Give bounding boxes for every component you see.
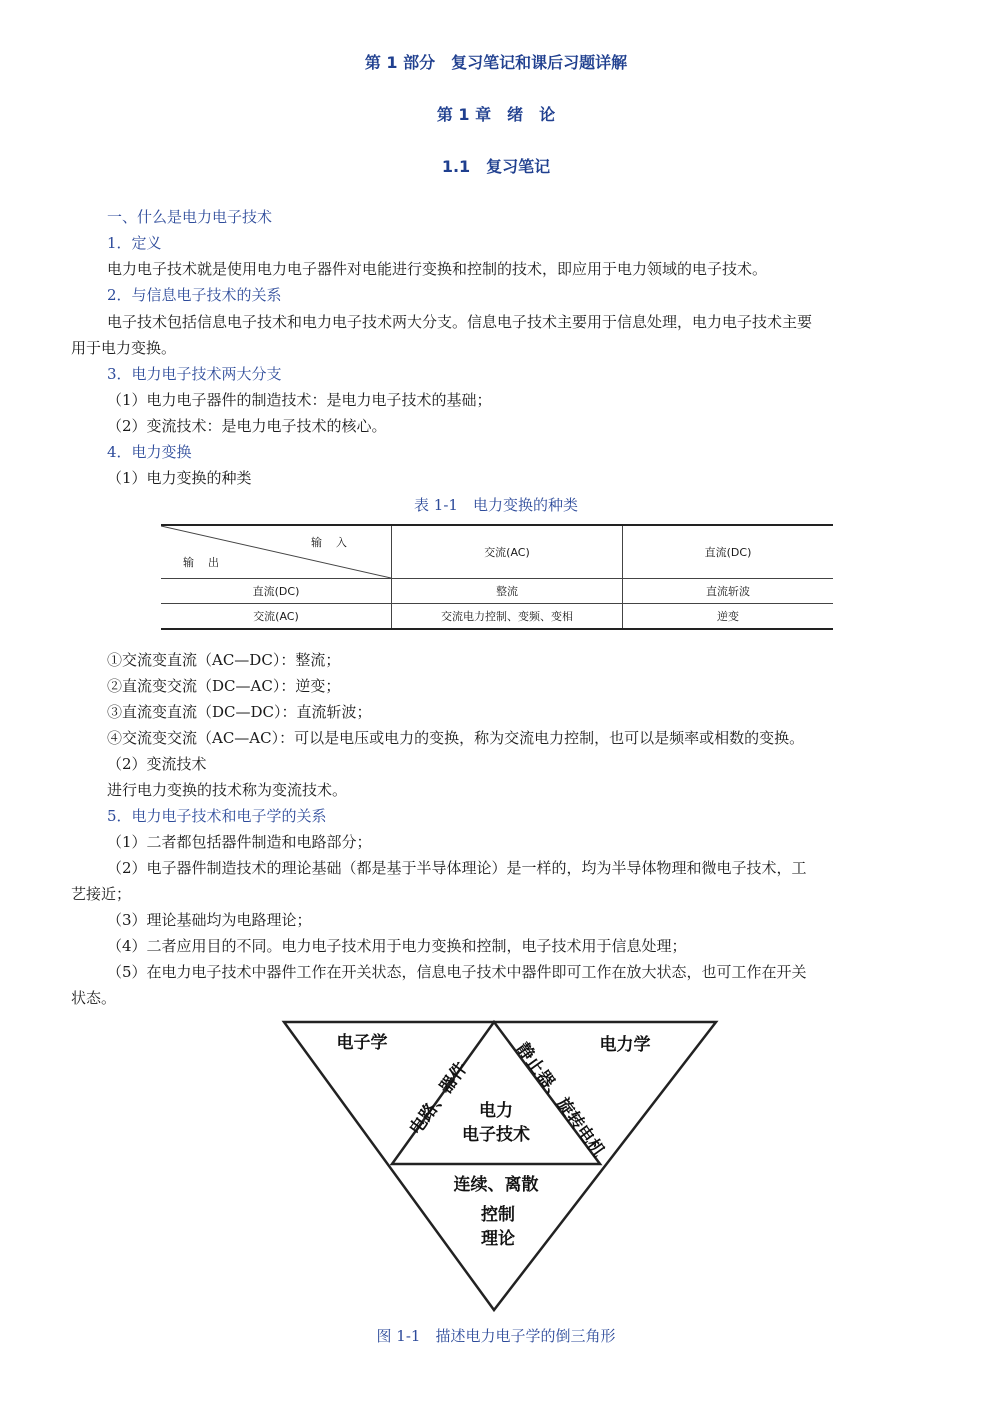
figure-caption: 图 1-1 描述电力电子学的倒三角形 (376, 1327, 616, 1345)
table-cell: 整流 (392, 579, 623, 604)
list-item: （1）电力电子器件的制造技术：是电力电子技术的基础； (107, 391, 492, 409)
list-item: （2）变流技术：是电力电子技术的核心。 (107, 417, 387, 435)
col-header: 直流(DC) (623, 525, 834, 579)
subheading-relation-info: 2．与信息电子技术的关系 (107, 286, 282, 304)
corner-output-label: 输出 (183, 556, 233, 569)
col-header: 交流(AC) (392, 525, 623, 579)
list-item: ②直流变交流（DC—AC）：逆变； (107, 677, 341, 695)
list-item: （2）电子器件制造技术的理论基础（都是基于半导体理论）是一样的，均为半导体物理和微电子技术，工 (107, 859, 807, 877)
subheading-branches: 3．电力电子技术两大分支 (107, 365, 282, 383)
part-title: 第 1 部分 复习笔记和课后习题详解 (364, 53, 628, 72)
list-item: （3）理论基础均为电路理论； (107, 911, 312, 929)
paragraph-line: 艺接近； (71, 885, 132, 903)
list-item: （1）电力变换的种类 (107, 469, 252, 487)
list-item: （1）二者都包括器件制造和电路部分； (107, 833, 372, 851)
list-item: ③直流变直流（DC—DC）：直流斩波； (107, 703, 372, 721)
bottom-label-line2: 控制 (481, 1205, 515, 1225)
table-caption: 表 1-1 电力变换的种类 (414, 496, 578, 514)
table-cell: 交流电力控制、变频、变相 (392, 604, 623, 630)
outer-triangle (284, 1022, 716, 1310)
inverted-triangle-diagram (280, 1018, 720, 1318)
bottom-label-line1: 连续、离散 (453, 1175, 539, 1195)
paragraph-line: 电子技术包括信息电子技术和电力电子技术两大分支。信息电子技术主要用于信息处理，电力电子技术主要 (107, 313, 813, 331)
left-corner-label: 电子学 (336, 1033, 388, 1053)
chapter-title: 第 1 章 绪 论 (436, 105, 556, 124)
table-cell: 逆变 (623, 604, 834, 630)
subheading-definition: 1．定义 (107, 234, 162, 252)
list-item: （2）变流技术 (107, 755, 207, 773)
conversion-table (161, 524, 833, 630)
row-label: 直流(DC) (161, 579, 392, 604)
paragraph-line: 电力电子技术就是使用电力电子器件对电能进行变换和控制的技术，即应用于电力领域的电子技术。 (107, 260, 768, 278)
table-corner-cell (161, 525, 392, 579)
left-edge-label: 电路、器件 (405, 1058, 473, 1139)
right-edge-label: 静止器、旋转电机 (511, 1039, 609, 1161)
section-title: 1.1 复习笔记 (441, 157, 551, 176)
list-item: （5）在电力电子技术中器件工作在开关状态，信息电子技术中器件即可工作在放大状态，也可工作在开关 (107, 963, 807, 981)
table-cell: 直流斩波 (623, 579, 834, 604)
bottom-label-line3: 理论 (481, 1229, 515, 1249)
center-label-line2: 电子技术 (462, 1125, 530, 1145)
paragraph-line: 状态。 (71, 989, 117, 1007)
list-item: ①交流变直流（AC—DC）：整流； (107, 651, 341, 669)
row-label: 交流(AC) (161, 604, 392, 630)
list-item: ④交流变交流（AC—AC）：可以是电压或电力的变换，称为交流电力控制，也可以是频率或相数的变换。 (107, 729, 805, 747)
heading-what-is: 一、什么是电力电子技术 (107, 208, 273, 226)
paragraph-line: 进行电力变换的技术称为变流技术。 (107, 781, 348, 799)
center-label-line1: 电力 (479, 1101, 513, 1121)
right-corner-label: 电力学 (599, 1035, 651, 1055)
subheading-power-conversion: 4．电力变换 (107, 443, 192, 461)
paragraph-line: 用于电力变换。 (71, 339, 177, 357)
corner-input-label: 输入 (311, 536, 361, 549)
list-item: （4）二者应用目的不同。电力电子技术用于电力变换和控制，电子技术用于信息处理； (107, 937, 687, 955)
subheading-relation-electronics: 5．电力电子技术和电子学的关系 (107, 807, 327, 825)
